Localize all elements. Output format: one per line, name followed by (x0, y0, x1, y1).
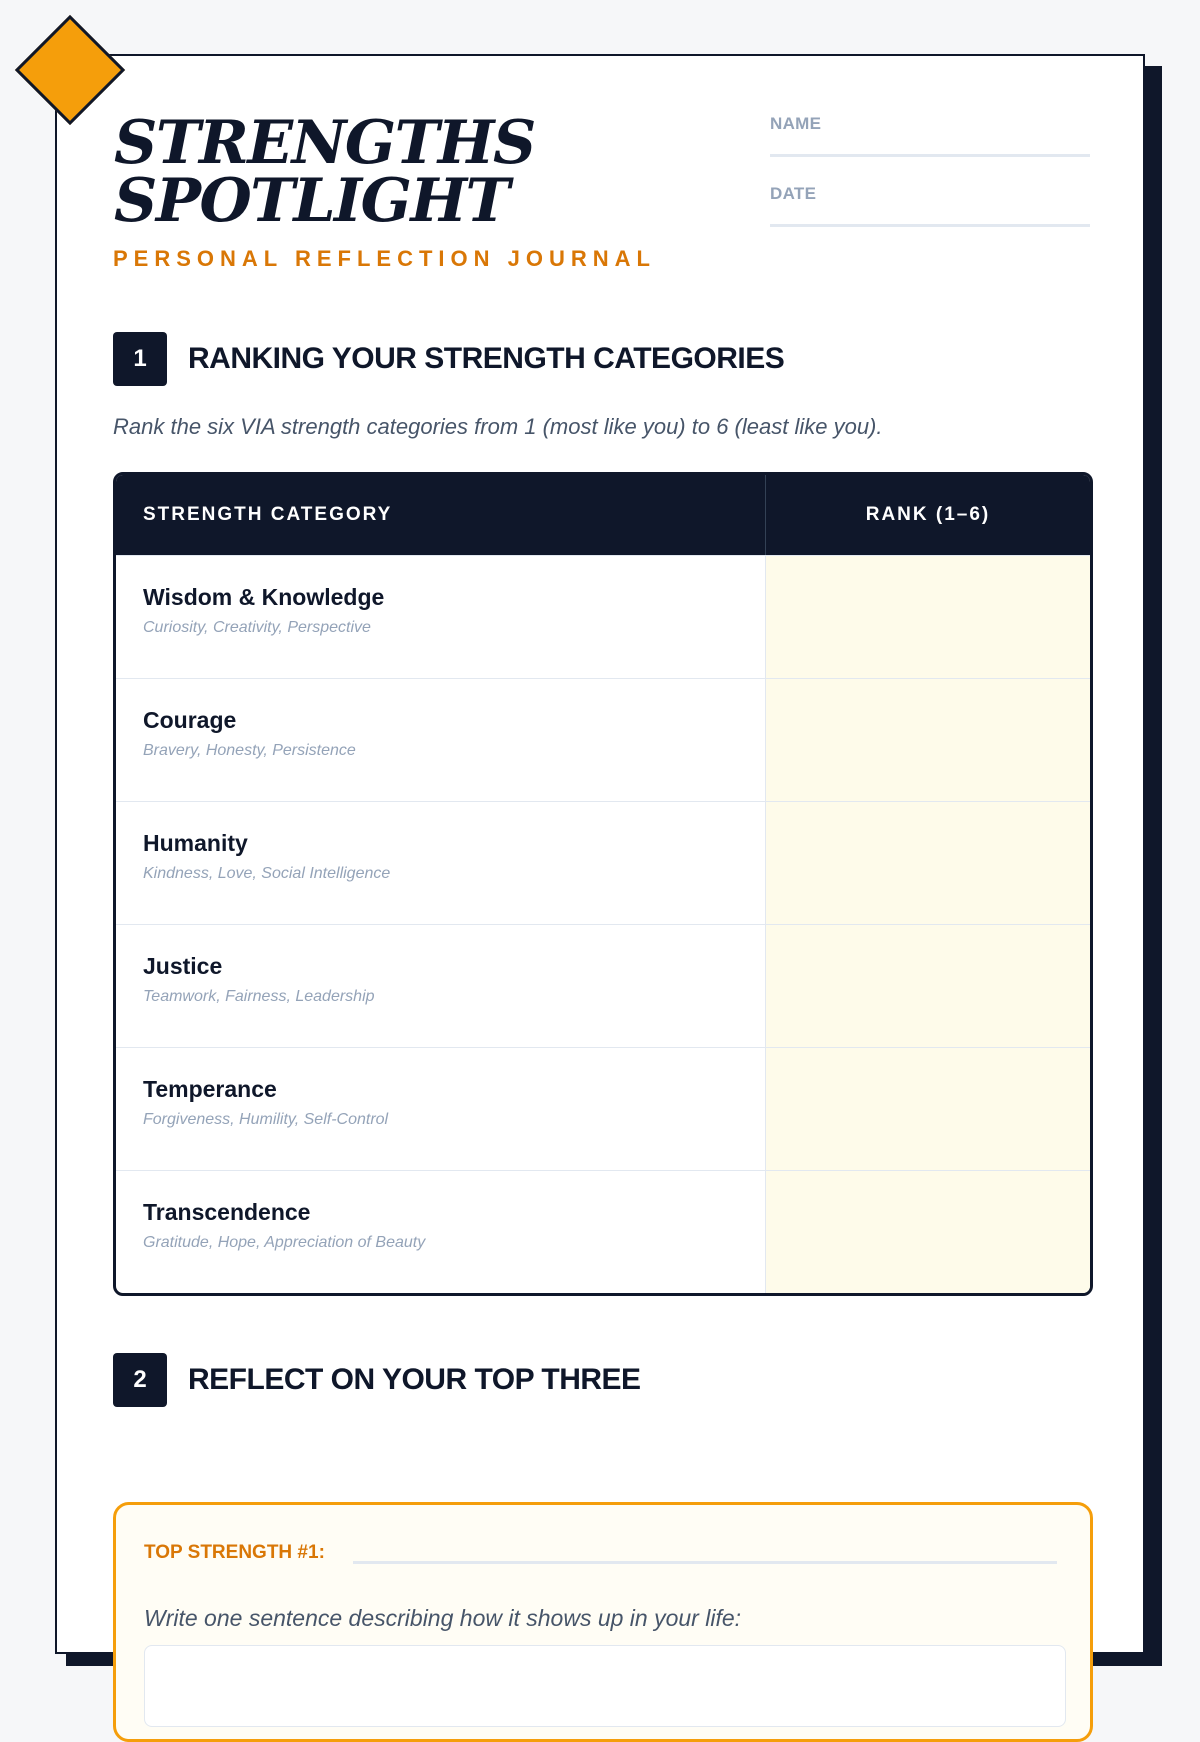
category-strengths: Curiosity, Creativity, Perspective (143, 619, 371, 636)
section-1-number: 1 (113, 332, 167, 386)
table-row (116, 555, 1090, 678)
category-name: Temperance (143, 1076, 277, 1102)
category-cell (116, 925, 766, 1047)
section-2-number: 2 (113, 1353, 167, 1407)
table-row (116, 678, 1090, 801)
section-1-title: RANKING YOUR STRENGTH CATEGORIES (188, 342, 785, 375)
category-name: Justice (143, 953, 223, 979)
category-strengths: Forgiveness, Humility, Self-Control (143, 1111, 389, 1128)
worksheet (55, 54, 1145, 1654)
section-2-heading (113, 1353, 641, 1407)
category-strengths: Kindness, Love, Social Intelligence (143, 865, 391, 882)
rank-input-cell[interactable] (766, 1171, 1090, 1293)
rank-input-cell[interactable] (766, 556, 1090, 678)
top-strength-card (113, 1502, 1093, 1742)
rank-input-cell[interactable] (766, 925, 1090, 1047)
rank-input-cell[interactable] (766, 1048, 1090, 1170)
category-cell (116, 802, 766, 924)
page-title (114, 108, 535, 236)
category-strengths: Teamwork, Fairness, Leadership (143, 988, 375, 1005)
page-subtitle: PERSONAL REFLECTION JOURNAL (113, 246, 656, 271)
section-2-title: REFLECT ON YOUR TOP THREE (188, 1363, 641, 1396)
ranking-table-header (116, 475, 1090, 555)
category-cell (116, 1171, 766, 1293)
ranking-table (113, 472, 1093, 1296)
category-name: Wisdom & Knowledge (143, 584, 385, 610)
column-header-rank: RANK (1–6) (865, 504, 991, 525)
category-cell (116, 1048, 766, 1170)
category-cell (116, 679, 766, 801)
section-1-instructions: Rank the six VIA strength categories from 1 (most like you) to 6 (least like you). (113, 414, 883, 439)
category-name: Humanity (143, 830, 248, 856)
name-field[interactable] (770, 114, 1090, 157)
top-strength-prompt: Write one sentence describing how it shows up in your life: (144, 1605, 742, 1631)
top-strength-label: TOP STRENGTH #1: (144, 1542, 325, 1563)
title-line-1: STRENGTHS (114, 108, 535, 178)
top-strength-label-row (144, 1541, 1057, 1564)
column-header-category: STRENGTH CATEGORY (116, 475, 766, 555)
table-row (116, 1047, 1090, 1170)
date-field[interactable] (770, 184, 1090, 227)
name-label: NAME (770, 114, 822, 133)
category-cell (116, 556, 766, 678)
top-strength-input-line[interactable] (353, 1541, 1057, 1564)
top-strength-answer-box[interactable] (144, 1645, 1066, 1727)
title-line-2: SPOTLIGHT (114, 166, 509, 236)
date-label: DATE (770, 184, 817, 203)
table-row (116, 924, 1090, 1047)
section-1-heading (113, 332, 784, 386)
category-strengths: Gratitude, Hope, Appreciation of Beauty (143, 1234, 426, 1251)
table-row (116, 1170, 1090, 1293)
table-row (116, 801, 1090, 924)
rank-input-cell[interactable] (766, 802, 1090, 924)
rank-input-cell[interactable] (766, 679, 1090, 801)
category-strengths: Bravery, Honesty, Persistence (143, 742, 356, 759)
category-name: Transcendence (143, 1199, 311, 1225)
category-name: Courage (143, 707, 237, 733)
